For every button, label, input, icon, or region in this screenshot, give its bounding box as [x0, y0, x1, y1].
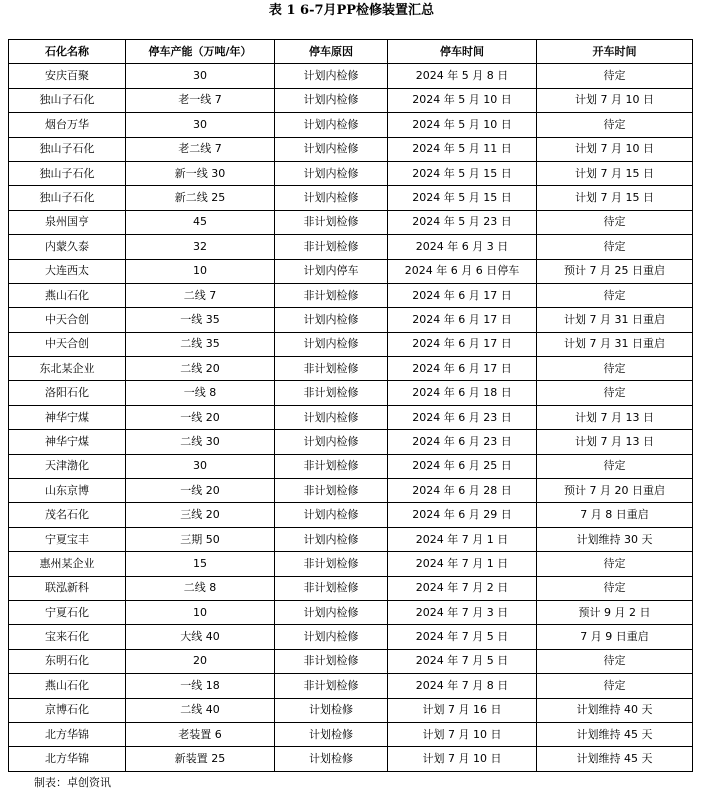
cell-capacity: 一线 20: [126, 479, 275, 503]
cell-company: 燕山石化: [9, 283, 126, 307]
table-row: [9, 308, 693, 332]
cell-company: 北方华锦: [9, 747, 126, 771]
cell-company: 联泓新科: [9, 576, 126, 600]
cell-start-time: 待定: [537, 357, 693, 381]
table-row: [9, 674, 693, 698]
cell-reason: 计划检修: [275, 698, 388, 722]
cell-stop-time: 2024 年 6 月 23 日: [388, 405, 537, 429]
table-source-note: 制表：卓创资讯: [34, 776, 111, 789]
cell-start-time: 计划维持 45 天: [537, 722, 693, 746]
cell-start-time: 计划 7 月 15 日: [537, 161, 693, 185]
cell-start-time: 计划维持 30 天: [537, 527, 693, 551]
cell-company: 茂名石化: [9, 503, 126, 527]
cell-reason: 计划内检修: [275, 64, 388, 88]
cell-reason: 计划内检修: [275, 503, 388, 527]
cell-reason: 计划内检修: [275, 161, 388, 185]
maintenance-table: [8, 39, 693, 772]
cell-reason: 非计划检修: [275, 479, 388, 503]
table-row: [9, 722, 693, 746]
cell-capacity: 三线 20: [126, 503, 275, 527]
cell-reason: 计划内检修: [275, 88, 388, 112]
cell-capacity: 一线 8: [126, 381, 275, 405]
cell-capacity: 30: [126, 454, 275, 478]
cell-capacity: 二线 40: [126, 698, 275, 722]
table-row: [9, 552, 693, 576]
cell-company: 独山子石化: [9, 137, 126, 161]
cell-capacity: 30: [126, 113, 275, 137]
cell-capacity: 10: [126, 600, 275, 624]
table-row: [9, 64, 693, 88]
table-row: [9, 137, 693, 161]
cell-start-time: 计划 7 月 10 日: [537, 137, 693, 161]
cell-reason: 计划内检修: [275, 186, 388, 210]
cell-reason: 计划检修: [275, 722, 388, 746]
table-title: 表 1 6-7月PP检修装置汇总: [268, 3, 435, 18]
cell-stop-time: 2024 年 5 月 23 日: [388, 210, 537, 234]
cell-start-time: 待定: [537, 674, 693, 698]
table-row: [9, 235, 693, 259]
cell-stop-time: 2024 年 7 月 5 日: [388, 649, 537, 673]
cell-company: 泉州国亨: [9, 210, 126, 234]
cell-stop-time: 2024 年 6 月 3 日: [388, 235, 537, 259]
cell-start-time: 待定: [537, 649, 693, 673]
cell-start-time: 待定: [537, 552, 693, 576]
cell-stop-time: 2024 年 7 月 8 日: [388, 674, 537, 698]
cell-company: 大连西太: [9, 259, 126, 283]
cell-capacity: 10: [126, 259, 275, 283]
header-reason: 停车原因: [275, 40, 388, 64]
cell-start-time: 计划 7 月 31 日重启: [537, 332, 693, 356]
cell-capacity: 15: [126, 552, 275, 576]
header-stop-time: 停车时间: [388, 40, 537, 64]
cell-stop-time: 2024 年 6 月 18 日: [388, 381, 537, 405]
table-row: [9, 454, 693, 478]
cell-company: 东明石化: [9, 649, 126, 673]
cell-start-time: 预计 7 月 25 日重启: [537, 259, 693, 283]
cell-capacity: 一线 18: [126, 674, 275, 698]
cell-reason: 计划内检修: [275, 527, 388, 551]
cell-start-time: 计划维持 40 天: [537, 698, 693, 722]
cell-start-time: 计划 7 月 13 日: [537, 405, 693, 429]
cell-stop-time: 2024 年 6 月 28 日: [388, 479, 537, 503]
cell-capacity: 二线 35: [126, 332, 275, 356]
cell-company: 东北某企业: [9, 357, 126, 381]
cell-company: 安庆百聚: [9, 64, 126, 88]
cell-start-time: 计划 7 月 31 日重启: [537, 308, 693, 332]
cell-capacity: 20: [126, 649, 275, 673]
header-row: [9, 40, 693, 64]
cell-reason: 非计划检修: [275, 357, 388, 381]
cell-stop-time: 2024 年 7 月 1 日: [388, 552, 537, 576]
cell-company: 烟台万华: [9, 113, 126, 137]
table-row: [9, 649, 693, 673]
cell-company: 中天合创: [9, 308, 126, 332]
cell-start-time: 7 月 9 日重启: [537, 625, 693, 649]
cell-stop-time: 2024 年 5 月 10 日: [388, 88, 537, 112]
cell-capacity: 二线 30: [126, 430, 275, 454]
table-row: [9, 625, 693, 649]
table-row: [9, 259, 693, 283]
cell-company: 洛阳石化: [9, 381, 126, 405]
cell-company: 独山子石化: [9, 161, 126, 185]
cell-capacity: 一线 35: [126, 308, 275, 332]
cell-stop-time: 计划 7 月 16 日: [388, 698, 537, 722]
cell-reason: 非计划检修: [275, 235, 388, 259]
table-row: [9, 405, 693, 429]
table-row: [9, 88, 693, 112]
table-row: [9, 430, 693, 454]
cell-start-time: 预计 9 月 2 日: [537, 600, 693, 624]
cell-reason: 计划内检修: [275, 137, 388, 161]
cell-stop-time: 2024 年 6 月 17 日: [388, 357, 537, 381]
cell-reason: 计划内检修: [275, 430, 388, 454]
cell-reason: 非计划检修: [275, 674, 388, 698]
cell-reason: 非计划检修: [275, 576, 388, 600]
cell-company: 内蒙久泰: [9, 235, 126, 259]
cell-stop-time: 2024 年 5 月 15 日: [388, 186, 537, 210]
cell-capacity: 老装置 6: [126, 722, 275, 746]
table-row: [9, 283, 693, 307]
cell-start-time: 待定: [537, 235, 693, 259]
cell-capacity: 二线 7: [126, 283, 275, 307]
cell-capacity: 老二线 7: [126, 137, 275, 161]
cell-stop-time: 2024 年 6 月 23 日: [388, 430, 537, 454]
cell-start-time: 待定: [537, 210, 693, 234]
cell-stop-time: 2024 年 6 月 6 日停车: [388, 259, 537, 283]
table-row: [9, 332, 693, 356]
cell-company: 中天合创: [9, 332, 126, 356]
cell-company: 神华宁煤: [9, 430, 126, 454]
cell-capacity: 二线 20: [126, 357, 275, 381]
cell-company: 燕山石化: [9, 674, 126, 698]
cell-company: 宁夏石化: [9, 600, 126, 624]
cell-stop-time: 2024 年 7 月 3 日: [388, 600, 537, 624]
cell-company: 京博石化: [9, 698, 126, 722]
cell-capacity: 45: [126, 210, 275, 234]
cell-reason: 非计划检修: [275, 283, 388, 307]
cell-stop-time: 2024 年 7 月 2 日: [388, 576, 537, 600]
cell-stop-time: 计划 7 月 10 日: [388, 722, 537, 746]
cell-capacity: 32: [126, 235, 275, 259]
cell-stop-time: 2024 年 6 月 17 日: [388, 283, 537, 307]
cell-start-time: 待定: [537, 113, 693, 137]
cell-company: 惠州某企业: [9, 552, 126, 576]
cell-capacity: 三期 50: [126, 527, 275, 551]
cell-reason: 计划内停车: [275, 259, 388, 283]
cell-capacity: 二线 8: [126, 576, 275, 600]
cell-capacity: 新一线 30: [126, 161, 275, 185]
table-row: [9, 576, 693, 600]
cell-company: 神华宁煤: [9, 405, 126, 429]
cell-company: 宝来石化: [9, 625, 126, 649]
cell-reason: 计划内检修: [275, 332, 388, 356]
cell-stop-time: 2024 年 6 月 25 日: [388, 454, 537, 478]
cell-stop-time: 计划 7 月 10 日: [388, 747, 537, 771]
header-company: 石化名称: [9, 40, 126, 64]
table-row: [9, 381, 693, 405]
cell-reason: 计划内检修: [275, 405, 388, 429]
cell-company: 宁夏宝丰: [9, 527, 126, 551]
cell-company: 独山子石化: [9, 186, 126, 210]
table-row: [9, 747, 693, 771]
table-row: [9, 113, 693, 137]
header-capacity: 停车产能（万吨/年）: [126, 40, 275, 64]
cell-stop-time: 2024 年 6 月 17 日: [388, 332, 537, 356]
cell-capacity: 一线 20: [126, 405, 275, 429]
cell-reason: 非计划检修: [275, 381, 388, 405]
header-start-time: 开车时间: [537, 40, 693, 64]
cell-start-time: 计划维持 45 天: [537, 747, 693, 771]
cell-company: 独山子石化: [9, 88, 126, 112]
cell-stop-time: 2024 年 7 月 1 日: [388, 527, 537, 551]
table-row: [9, 186, 693, 210]
cell-capacity: 新二线 25: [126, 186, 275, 210]
cell-reason: 计划检修: [275, 747, 388, 771]
cell-stop-time: 2024 年 7 月 5 日: [388, 625, 537, 649]
cell-reason: 非计划检修: [275, 649, 388, 673]
cell-start-time: 待定: [537, 64, 693, 88]
table-body: [9, 64, 693, 771]
cell-stop-time: 2024 年 5 月 15 日: [388, 161, 537, 185]
table-row: [9, 527, 693, 551]
cell-company: 山东京博: [9, 479, 126, 503]
cell-company: 天津渤化: [9, 454, 126, 478]
cell-reason: 计划内检修: [275, 625, 388, 649]
cell-start-time: 7 月 8 日重启: [537, 503, 693, 527]
cell-stop-time: 2024 年 6 月 29 日: [388, 503, 537, 527]
cell-stop-time: 2024 年 6 月 17 日: [388, 308, 537, 332]
table-row: [9, 503, 693, 527]
cell-company: 北方华锦: [9, 722, 126, 746]
cell-capacity: 新装置 25: [126, 747, 275, 771]
table-row: [9, 600, 693, 624]
cell-reason: 非计划检修: [275, 552, 388, 576]
table-row: [9, 161, 693, 185]
cell-reason: 计划内检修: [275, 113, 388, 137]
table-row: [9, 210, 693, 234]
cell-stop-time: 2024 年 5 月 10 日: [388, 113, 537, 137]
cell-capacity: 大线 40: [126, 625, 275, 649]
cell-start-time: 待定: [537, 576, 693, 600]
cell-capacity: 30: [126, 64, 275, 88]
cell-stop-time: 2024 年 5 月 11 日: [388, 137, 537, 161]
cell-start-time: 计划 7 月 15 日: [537, 186, 693, 210]
cell-start-time: 待定: [537, 454, 693, 478]
cell-reason: 非计划检修: [275, 454, 388, 478]
table-row: [9, 479, 693, 503]
cell-start-time: 待定: [537, 381, 693, 405]
cell-reason: 非计划检修: [275, 210, 388, 234]
cell-start-time: 预计 7 月 20 日重启: [537, 479, 693, 503]
cell-start-time: 计划 7 月 13 日: [537, 430, 693, 454]
cell-start-time: 计划 7 月 10 日: [537, 88, 693, 112]
cell-reason: 计划内检修: [275, 600, 388, 624]
cell-reason: 计划内检修: [275, 308, 388, 332]
cell-capacity: 老一线 7: [126, 88, 275, 112]
cell-stop-time: 2024 年 5 月 8 日: [388, 64, 537, 88]
table-row: [9, 698, 693, 722]
cell-start-time: 待定: [537, 283, 693, 307]
table-row: [9, 357, 693, 381]
